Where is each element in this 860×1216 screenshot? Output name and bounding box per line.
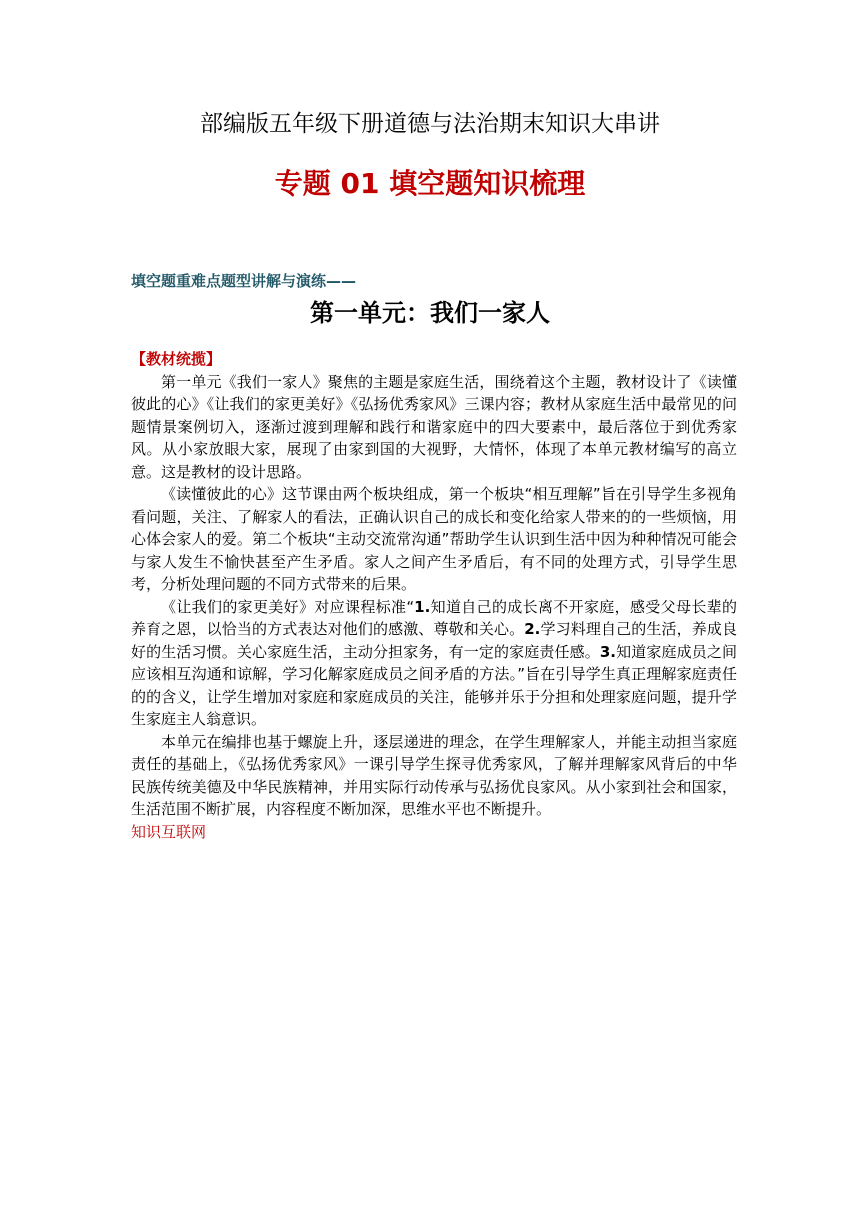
unit-title: 第一单元：我们一家人 bbox=[310, 298, 550, 327]
section-intro: 填空题重难点题型讲解与演练—— bbox=[131, 272, 357, 290]
knowledge-network-heading: 知识互联网 bbox=[131, 822, 207, 841]
standard-text-2: 学习料理自己的生活，养成良好的生活习惯。关心家庭生活，主动分担家务，有一定的家庭责任感。 bbox=[131, 620, 737, 661]
standard-text-3: 知道家庭成员之间应该相互沟通和谅解，学习化解家庭成员之间矛盾的方法。”旨在引导学生真正理解家庭责任的的含义，让学生增加对家庭和家庭成员的关注，能够并乐于分担和处理家庭问题，提升学生家庭主人翁意识。 bbox=[131, 642, 737, 728]
content-body bbox=[131, 348, 737, 843]
overview-paragraph-2: 《读懂彼此的心》这节课由两个板块组成，第一个板块“相互理解”旨在引导学生多视角看问题，关注、了解家人的看法，正确认识自己的成长和变化给家人带来的的一些烦恼，用心体会家人的爱。第二个板块“主动交流常沟通”帮助学生认识到生活中因为种种情况可能会与家人发生不愉快甚至产生矛盾。家人之间产生矛盾后，有不同的处理方式，引导学生思考，分析处理问题的不同方式带来的后果。 bbox=[131, 485, 737, 593]
standard-number-1: 1. bbox=[414, 597, 431, 616]
overview-paragraph-1: 第一单元《我们一家人》聚焦的主题是家庭生活，围绕着这个主题，教材设计了《读懂彼此的心》《让我们的家更美好》《弘扬优秀家风》三课内容；教材从家庭生活中最常见的问题情景案例切入，逐渐过渡到理解和践行和谐家庭中的四大要素中，最后落位于到优秀家风。从小家放眼大家，展现了由家到国的大视野，大情怀，体现了本单元教材编写的高立意。这是教材的设计思路。 bbox=[131, 372, 737, 481]
standard-number-2: 2. bbox=[524, 620, 541, 638]
standard-number-3: 3. bbox=[599, 642, 616, 661]
overview-paragraph-4: 本单元在编排也基于螺旋上升，逐层递进的理念，在学生理解家人，并能主动担当家庭责任的基础上，《弘扬优秀家风》一课引导学生探寻优秀家风，了解并理解家风背后的中华民族传统美德及中华民族精神，并用实际行动传承与弘扬优良家风。从小家到社会和国家，生活范围不断扩展，内容程度不断加深，思维水平也不断提升。 bbox=[131, 732, 737, 818]
document-subtitle: 专题 01 填空题知识梳理 bbox=[274, 167, 586, 200]
paragraph-3-intro: 《让我们的家更美好》对应课程标准“ bbox=[161, 597, 415, 616]
document-title: 部编版五年级下册道德与法治期末知识大串讲 bbox=[200, 111, 660, 137]
standard-text-1: 知道自己的成长离不开家庭，感受父母长辈的养育之恩，以恰当的方式表达对他们的感激、尊敬和关心。 bbox=[131, 597, 737, 638]
overview-paragraph-3 bbox=[131, 596, 737, 731]
overview-heading: 【教材统揽】 bbox=[131, 350, 222, 368]
